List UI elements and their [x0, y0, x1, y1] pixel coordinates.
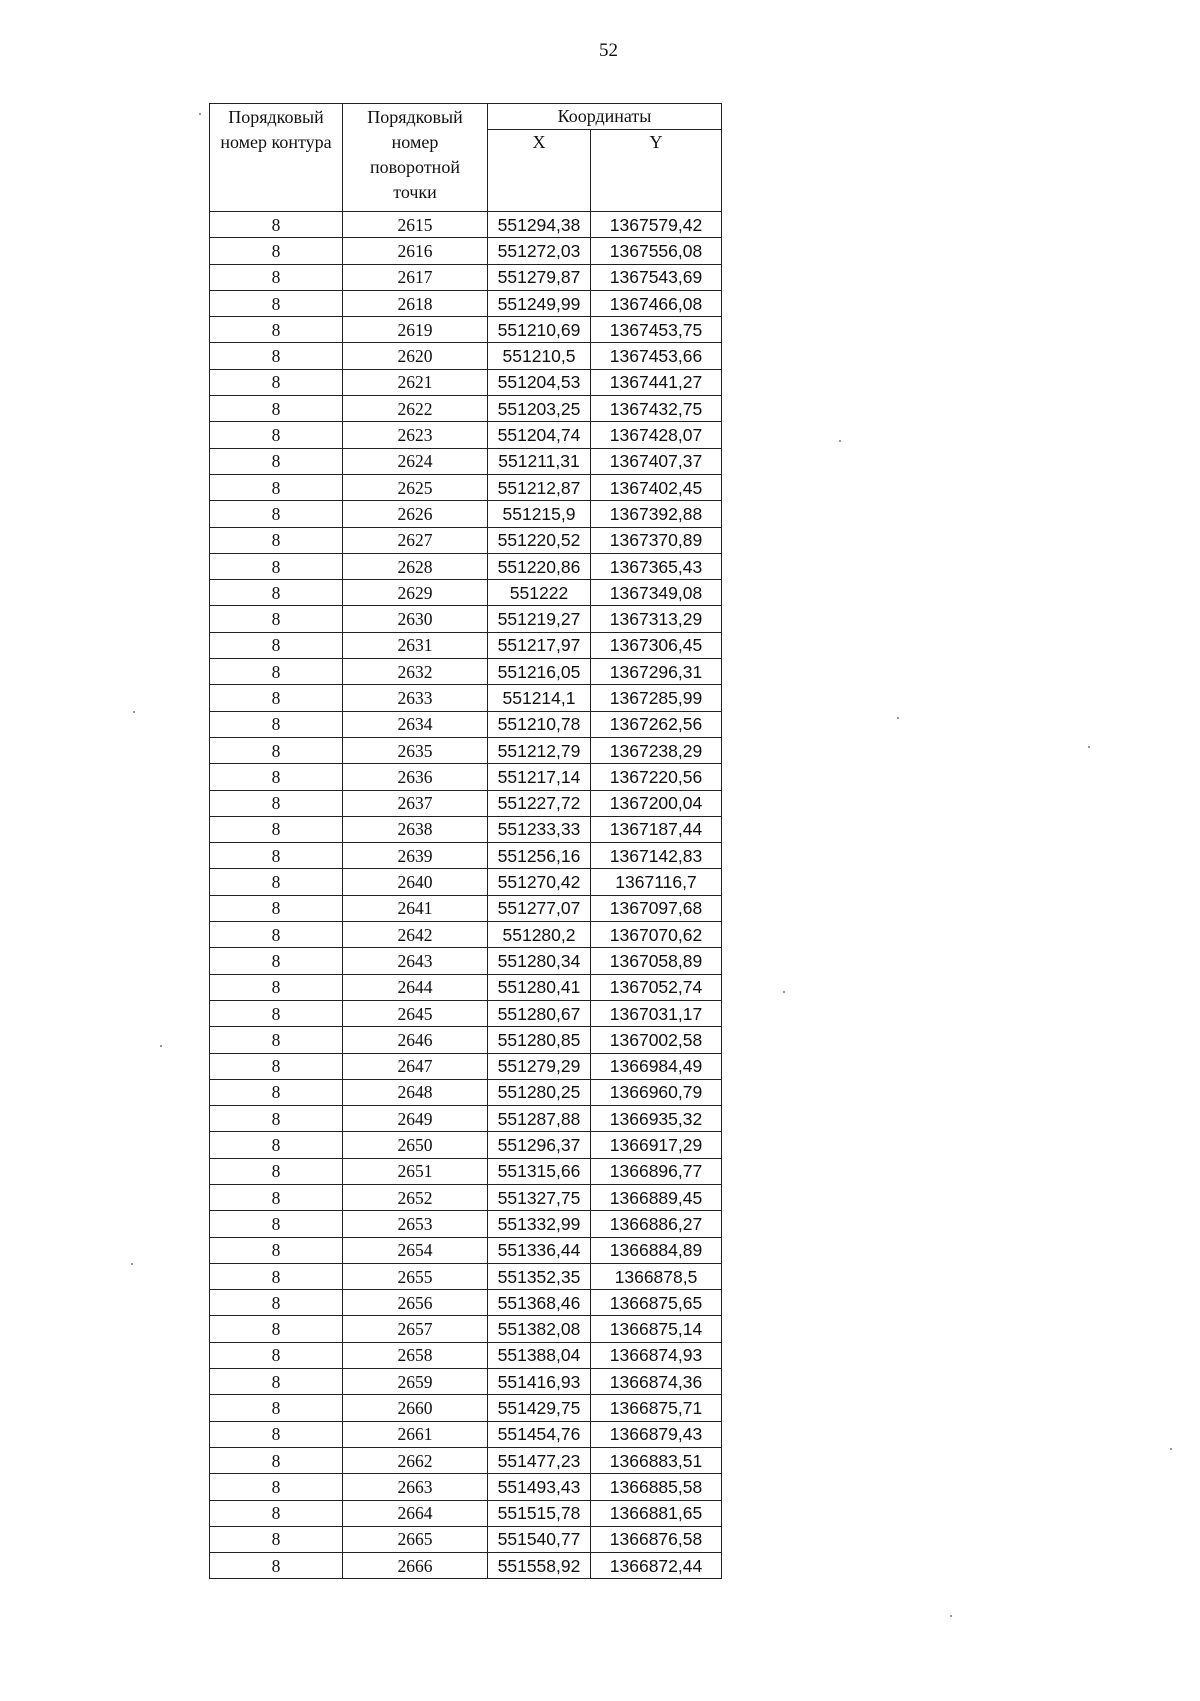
table-row	[210, 737, 722, 763]
contour-number-cell: 8	[210, 1263, 343, 1289]
table-row	[210, 1053, 722, 1079]
point-number-cell: 2638	[343, 816, 488, 842]
table-row	[210, 1263, 722, 1289]
point-number-cell: 2623	[343, 422, 488, 448]
y-coordinate-cell: 1366875,65	[591, 1290, 722, 1316]
contour-number-cell: 8	[210, 1447, 343, 1473]
table-row	[210, 632, 722, 658]
point-number-cell: 2644	[343, 974, 488, 1000]
point-number-cell: 2622	[343, 396, 488, 422]
x-coordinate-cell: 551210,78	[488, 711, 591, 737]
scan-speck	[839, 440, 841, 442]
x-coordinate-cell: 551287,88	[488, 1106, 591, 1132]
x-coordinate-cell: 551222	[488, 580, 591, 606]
table-row	[210, 369, 722, 395]
header-coordinates: Координаты	[488, 104, 722, 130]
y-coordinate-cell: 1367238,29	[591, 737, 722, 763]
x-coordinate-cell: 551249,99	[488, 290, 591, 316]
contour-number-cell: 8	[210, 343, 343, 369]
point-number-cell: 2617	[343, 264, 488, 290]
contour-number-cell: 8	[210, 737, 343, 763]
contour-number-cell: 8	[210, 816, 343, 842]
x-coordinate-cell: 551540,77	[488, 1526, 591, 1552]
y-coordinate-cell: 1367285,99	[591, 685, 722, 711]
y-coordinate-cell: 1367052,74	[591, 974, 722, 1000]
x-coordinate-cell: 551220,86	[488, 553, 591, 579]
contour-number-cell: 8	[210, 264, 343, 290]
point-number-cell: 2636	[343, 764, 488, 790]
point-number-cell: 2627	[343, 527, 488, 553]
y-coordinate-cell: 1367579,42	[591, 212, 722, 238]
header-point-number-line: номер	[391, 132, 439, 152]
y-coordinate-cell: 1367453,66	[591, 343, 722, 369]
x-coordinate-cell: 551332,99	[488, 1211, 591, 1237]
table-row	[210, 1290, 722, 1316]
contour-number-cell: 8	[210, 1000, 343, 1026]
point-number-cell: 2633	[343, 685, 488, 711]
scan-speck	[160, 1045, 162, 1047]
contour-number-cell: 8	[210, 1500, 343, 1526]
point-number-cell: 2661	[343, 1421, 488, 1447]
table-row	[210, 869, 722, 895]
contour-number-cell: 8	[210, 1237, 343, 1263]
y-coordinate-cell: 1367428,07	[591, 422, 722, 448]
x-coordinate-cell: 551212,79	[488, 737, 591, 763]
contour-number-cell: 8	[210, 659, 343, 685]
point-number-cell: 2652	[343, 1184, 488, 1210]
x-coordinate-cell: 551277,07	[488, 895, 591, 921]
y-coordinate-cell: 1366960,79	[591, 1079, 722, 1105]
x-coordinate-cell: 551280,2	[488, 922, 591, 948]
contour-number-cell: 8	[210, 1290, 343, 1316]
contour-number-cell: 8	[210, 1079, 343, 1105]
x-coordinate-cell: 551256,16	[488, 843, 591, 869]
point-number-cell: 2615	[343, 212, 488, 238]
table-row	[210, 1526, 722, 1552]
header-contour-number	[210, 104, 343, 212]
x-coordinate-cell: 551327,75	[488, 1184, 591, 1210]
table-row	[210, 1027, 722, 1053]
table-row	[210, 238, 722, 264]
table-row	[210, 659, 722, 685]
point-number-cell: 2663	[343, 1474, 488, 1500]
y-coordinate-cell: 1367543,69	[591, 264, 722, 290]
table-row	[210, 1158, 722, 1184]
y-coordinate-cell: 1366889,45	[591, 1184, 722, 1210]
contour-number-cell: 8	[210, 422, 343, 448]
point-number-cell: 2660	[343, 1395, 488, 1421]
x-coordinate-cell: 551210,69	[488, 317, 591, 343]
table-row	[210, 790, 722, 816]
x-coordinate-cell: 551368,46	[488, 1290, 591, 1316]
x-coordinate-cell: 551217,97	[488, 632, 591, 658]
point-number-cell: 2631	[343, 632, 488, 658]
point-number-cell: 2656	[343, 1290, 488, 1316]
scan-speck	[1088, 746, 1090, 748]
contour-number-cell: 8	[210, 580, 343, 606]
point-number-cell: 2654	[343, 1237, 488, 1263]
point-number-cell: 2659	[343, 1369, 488, 1395]
point-number-cell: 2635	[343, 737, 488, 763]
x-coordinate-cell: 551294,38	[488, 212, 591, 238]
point-number-cell: 2651	[343, 1158, 488, 1184]
table-row	[210, 606, 722, 632]
contour-number-cell: 8	[210, 396, 343, 422]
x-coordinate-cell: 551280,41	[488, 974, 591, 1000]
x-coordinate-cell: 551217,14	[488, 764, 591, 790]
table-row	[210, 264, 722, 290]
contour-number-cell: 8	[210, 1106, 343, 1132]
x-coordinate-cell: 551429,75	[488, 1395, 591, 1421]
y-coordinate-cell: 1367306,45	[591, 632, 722, 658]
point-number-cell: 2618	[343, 290, 488, 316]
x-coordinate-cell: 551515,78	[488, 1500, 591, 1526]
contour-number-cell: 8	[210, 1526, 343, 1552]
y-coordinate-cell: 1367466,08	[591, 290, 722, 316]
table-row	[210, 711, 722, 737]
table-row	[210, 343, 722, 369]
x-coordinate-cell: 551204,74	[488, 422, 591, 448]
x-coordinate-cell: 551212,87	[488, 474, 591, 500]
table-row	[210, 1342, 722, 1368]
point-number-cell: 2630	[343, 606, 488, 632]
point-number-cell: 2616	[343, 238, 488, 264]
header-point-number-line: поворотной	[370, 157, 460, 177]
contour-number-cell: 8	[210, 553, 343, 579]
header-contour-number-line: Порядковый	[228, 107, 324, 127]
table-row	[210, 448, 722, 474]
contour-number-cell: 8	[210, 238, 343, 264]
x-coordinate-cell: 551296,37	[488, 1132, 591, 1158]
y-coordinate-cell: 1367365,43	[591, 553, 722, 579]
page-number: 52	[599, 40, 618, 61]
scan-speck	[131, 1263, 133, 1265]
contour-number-cell: 8	[210, 1053, 343, 1079]
contour-number-cell: 8	[210, 895, 343, 921]
y-coordinate-cell: 1367187,44	[591, 816, 722, 842]
x-coordinate-cell: 551280,85	[488, 1027, 591, 1053]
point-number-cell: 2626	[343, 501, 488, 527]
table-row	[210, 1237, 722, 1263]
y-coordinate-cell: 1366876,58	[591, 1526, 722, 1552]
point-number-cell: 2621	[343, 369, 488, 395]
contour-number-cell: 8	[210, 1369, 343, 1395]
x-coordinate-cell: 551203,25	[488, 396, 591, 422]
table-row	[210, 1079, 722, 1105]
contour-number-cell: 8	[210, 606, 343, 632]
y-coordinate-cell: 1367402,45	[591, 474, 722, 500]
point-number-cell: 2658	[343, 1342, 488, 1368]
y-coordinate-cell: 1366874,93	[591, 1342, 722, 1368]
table-row	[210, 1000, 722, 1026]
y-coordinate-cell: 1367220,56	[591, 764, 722, 790]
contour-number-cell: 8	[210, 1132, 343, 1158]
point-number-cell: 2645	[343, 1000, 488, 1026]
point-number-cell: 2653	[343, 1211, 488, 1237]
x-coordinate-cell: 551382,08	[488, 1316, 591, 1342]
contour-number-cell: 8	[210, 1027, 343, 1053]
y-coordinate-cell: 1366875,71	[591, 1395, 722, 1421]
contour-number-cell: 8	[210, 869, 343, 895]
y-coordinate-cell: 1366875,14	[591, 1316, 722, 1342]
header-point-number	[343, 104, 488, 212]
table-row	[210, 553, 722, 579]
table-row	[210, 843, 722, 869]
point-number-cell: 2624	[343, 448, 488, 474]
header-contour-number-line: номер контура	[220, 132, 332, 152]
x-coordinate-cell: 551454,76	[488, 1421, 591, 1447]
table-row	[210, 1447, 722, 1473]
table-row	[210, 974, 722, 1000]
point-number-cell: 2657	[343, 1316, 488, 1342]
table-row	[210, 1132, 722, 1158]
point-number-cell: 2666	[343, 1553, 488, 1579]
y-coordinate-cell: 1367097,68	[591, 895, 722, 921]
y-coordinate-cell: 1367296,31	[591, 659, 722, 685]
x-coordinate-cell: 551214,1	[488, 685, 591, 711]
y-coordinate-cell: 1367313,29	[591, 606, 722, 632]
y-coordinate-cell: 1367556,08	[591, 238, 722, 264]
point-number-cell: 2664	[343, 1500, 488, 1526]
y-coordinate-cell: 1366886,27	[591, 1211, 722, 1237]
y-coordinate-cell: 1367392,88	[591, 501, 722, 527]
contour-number-cell: 8	[210, 685, 343, 711]
contour-number-cell: 8	[210, 764, 343, 790]
x-coordinate-cell: 551558,92	[488, 1553, 591, 1579]
point-number-cell: 2648	[343, 1079, 488, 1105]
point-number-cell: 2619	[343, 317, 488, 343]
x-coordinate-cell: 551272,03	[488, 238, 591, 264]
contour-number-cell: 8	[210, 632, 343, 658]
x-coordinate-cell: 551227,72	[488, 790, 591, 816]
contour-number-cell: 8	[210, 922, 343, 948]
contour-number-cell: 8	[210, 948, 343, 974]
table-row	[210, 1211, 722, 1237]
header-point-number-line: Порядковый	[367, 107, 463, 127]
point-number-cell: 2640	[343, 869, 488, 895]
scan-speck	[1170, 1448, 1172, 1450]
x-coordinate-cell: 551315,66	[488, 1158, 591, 1184]
x-coordinate-cell: 551416,93	[488, 1369, 591, 1395]
y-coordinate-cell: 1367058,89	[591, 948, 722, 974]
y-coordinate-cell: 1366881,65	[591, 1500, 722, 1526]
point-number-cell: 2642	[343, 922, 488, 948]
scan-speck	[897, 717, 899, 719]
x-coordinate-cell: 551210,5	[488, 343, 591, 369]
x-coordinate-cell: 551216,05	[488, 659, 591, 685]
point-number-cell: 2632	[343, 659, 488, 685]
x-coordinate-cell: 551220,52	[488, 527, 591, 553]
table-row	[210, 290, 722, 316]
x-coordinate-cell: 551211,31	[488, 448, 591, 474]
scan-speck	[783, 991, 785, 993]
header-y: Y	[591, 130, 722, 212]
contour-number-cell: 8	[210, 1342, 343, 1368]
y-coordinate-cell: 1367407,37	[591, 448, 722, 474]
table-row	[210, 501, 722, 527]
point-number-cell: 2637	[343, 790, 488, 816]
contour-number-cell: 8	[210, 1184, 343, 1210]
contour-number-cell: 8	[210, 290, 343, 316]
x-coordinate-cell: 551279,87	[488, 264, 591, 290]
table-row	[210, 422, 722, 448]
contour-number-cell: 8	[210, 448, 343, 474]
contour-number-cell: 8	[210, 474, 343, 500]
x-coordinate-cell: 551280,34	[488, 948, 591, 974]
contour-number-cell: 8	[210, 1421, 343, 1447]
table-row	[210, 396, 722, 422]
y-coordinate-cell: 1367031,17	[591, 1000, 722, 1026]
y-coordinate-cell: 1366984,49	[591, 1053, 722, 1079]
y-coordinate-cell: 1367262,56	[591, 711, 722, 737]
table-row	[210, 212, 722, 238]
table-row	[210, 895, 722, 921]
point-number-cell: 2625	[343, 474, 488, 500]
y-coordinate-cell: 1367370,89	[591, 527, 722, 553]
contour-number-cell: 8	[210, 843, 343, 869]
y-coordinate-cell: 1367453,75	[591, 317, 722, 343]
table-row	[210, 1500, 722, 1526]
point-number-cell: 2620	[343, 343, 488, 369]
x-coordinate-cell: 551477,23	[488, 1447, 591, 1473]
contour-number-cell: 8	[210, 369, 343, 395]
scan-speck	[199, 113, 201, 115]
table-row	[210, 922, 722, 948]
scan-speck	[133, 711, 135, 713]
x-coordinate-cell: 551279,29	[488, 1053, 591, 1079]
contour-number-cell: 8	[210, 317, 343, 343]
point-number-cell: 2628	[343, 553, 488, 579]
table-row	[210, 685, 722, 711]
contour-number-cell: 8	[210, 1395, 343, 1421]
table-row	[210, 1316, 722, 1342]
point-number-cell: 2647	[343, 1053, 488, 1079]
table-row	[210, 1421, 722, 1447]
contour-number-cell: 8	[210, 711, 343, 737]
x-coordinate-cell: 551233,33	[488, 816, 591, 842]
table-row	[210, 317, 722, 343]
table-row	[210, 1474, 722, 1500]
point-number-cell: 2655	[343, 1263, 488, 1289]
contour-number-cell: 8	[210, 212, 343, 238]
contour-number-cell: 8	[210, 1474, 343, 1500]
table-row	[210, 1106, 722, 1132]
y-coordinate-cell: 1366935,32	[591, 1106, 722, 1132]
point-number-cell: 2634	[343, 711, 488, 737]
point-number-cell: 2650	[343, 1132, 488, 1158]
y-coordinate-cell: 1367070,62	[591, 922, 722, 948]
contour-number-cell: 8	[210, 527, 343, 553]
y-coordinate-cell: 1366896,77	[591, 1158, 722, 1184]
contour-number-cell: 8	[210, 790, 343, 816]
scan-speck	[950, 1615, 952, 1617]
point-number-cell: 2646	[343, 1027, 488, 1053]
contour-number-cell: 8	[210, 501, 343, 527]
y-coordinate-cell: 1367441,27	[591, 369, 722, 395]
contour-number-cell: 8	[210, 974, 343, 1000]
table-row	[210, 527, 722, 553]
table-row	[210, 816, 722, 842]
contour-number-cell: 8	[210, 1158, 343, 1184]
point-number-cell: 2639	[343, 843, 488, 869]
x-coordinate-cell: 551336,44	[488, 1237, 591, 1263]
x-coordinate-cell: 551270,42	[488, 869, 591, 895]
y-coordinate-cell: 1367349,08	[591, 580, 722, 606]
y-coordinate-cell: 1366874,36	[591, 1369, 722, 1395]
y-coordinate-cell: 1367200,04	[591, 790, 722, 816]
point-number-cell: 2629	[343, 580, 488, 606]
point-number-cell: 2665	[343, 1526, 488, 1552]
y-coordinate-cell: 1366917,29	[591, 1132, 722, 1158]
y-coordinate-cell: 1367142,83	[591, 843, 722, 869]
y-coordinate-cell: 1366884,89	[591, 1237, 722, 1263]
table-header	[210, 104, 722, 212]
contour-number-cell: 8	[210, 1211, 343, 1237]
x-coordinate-cell: 551215,9	[488, 501, 591, 527]
table-row	[210, 948, 722, 974]
header-x: X	[488, 130, 591, 212]
table-row	[210, 474, 722, 500]
x-coordinate-cell: 551388,04	[488, 1342, 591, 1368]
y-coordinate-cell: 1366883,51	[591, 1447, 722, 1473]
contour-number-cell: 8	[210, 1553, 343, 1579]
x-coordinate-cell: 551493,43	[488, 1474, 591, 1500]
header-point-number-line: точки	[393, 182, 437, 202]
y-coordinate-cell: 1367432,75	[591, 396, 722, 422]
y-coordinate-cell: 1366879,43	[591, 1421, 722, 1447]
point-number-cell: 2662	[343, 1447, 488, 1473]
point-number-cell: 2641	[343, 895, 488, 921]
table-row	[210, 1184, 722, 1210]
point-number-cell: 2643	[343, 948, 488, 974]
table-row	[210, 1395, 722, 1421]
y-coordinate-cell: 1366885,58	[591, 1474, 722, 1500]
point-number-cell: 2649	[343, 1106, 488, 1132]
y-coordinate-cell: 1367116,7	[591, 869, 722, 895]
y-coordinate-cell: 1367002,58	[591, 1027, 722, 1053]
x-coordinate-cell: 551204,53	[488, 369, 591, 395]
x-coordinate-cell: 551352,35	[488, 1263, 591, 1289]
table-row	[210, 764, 722, 790]
contour-number-cell: 8	[210, 1316, 343, 1342]
x-coordinate-cell: 551280,67	[488, 1000, 591, 1026]
coordinates-table	[209, 103, 722, 1579]
table-body	[210, 212, 722, 1579]
x-coordinate-cell: 551219,27	[488, 606, 591, 632]
table-row	[210, 580, 722, 606]
y-coordinate-cell: 1366872,44	[591, 1553, 722, 1579]
table-row	[210, 1553, 722, 1579]
y-coordinate-cell: 1366878,5	[591, 1263, 722, 1289]
x-coordinate-cell: 551280,25	[488, 1079, 591, 1105]
table-row	[210, 1369, 722, 1395]
